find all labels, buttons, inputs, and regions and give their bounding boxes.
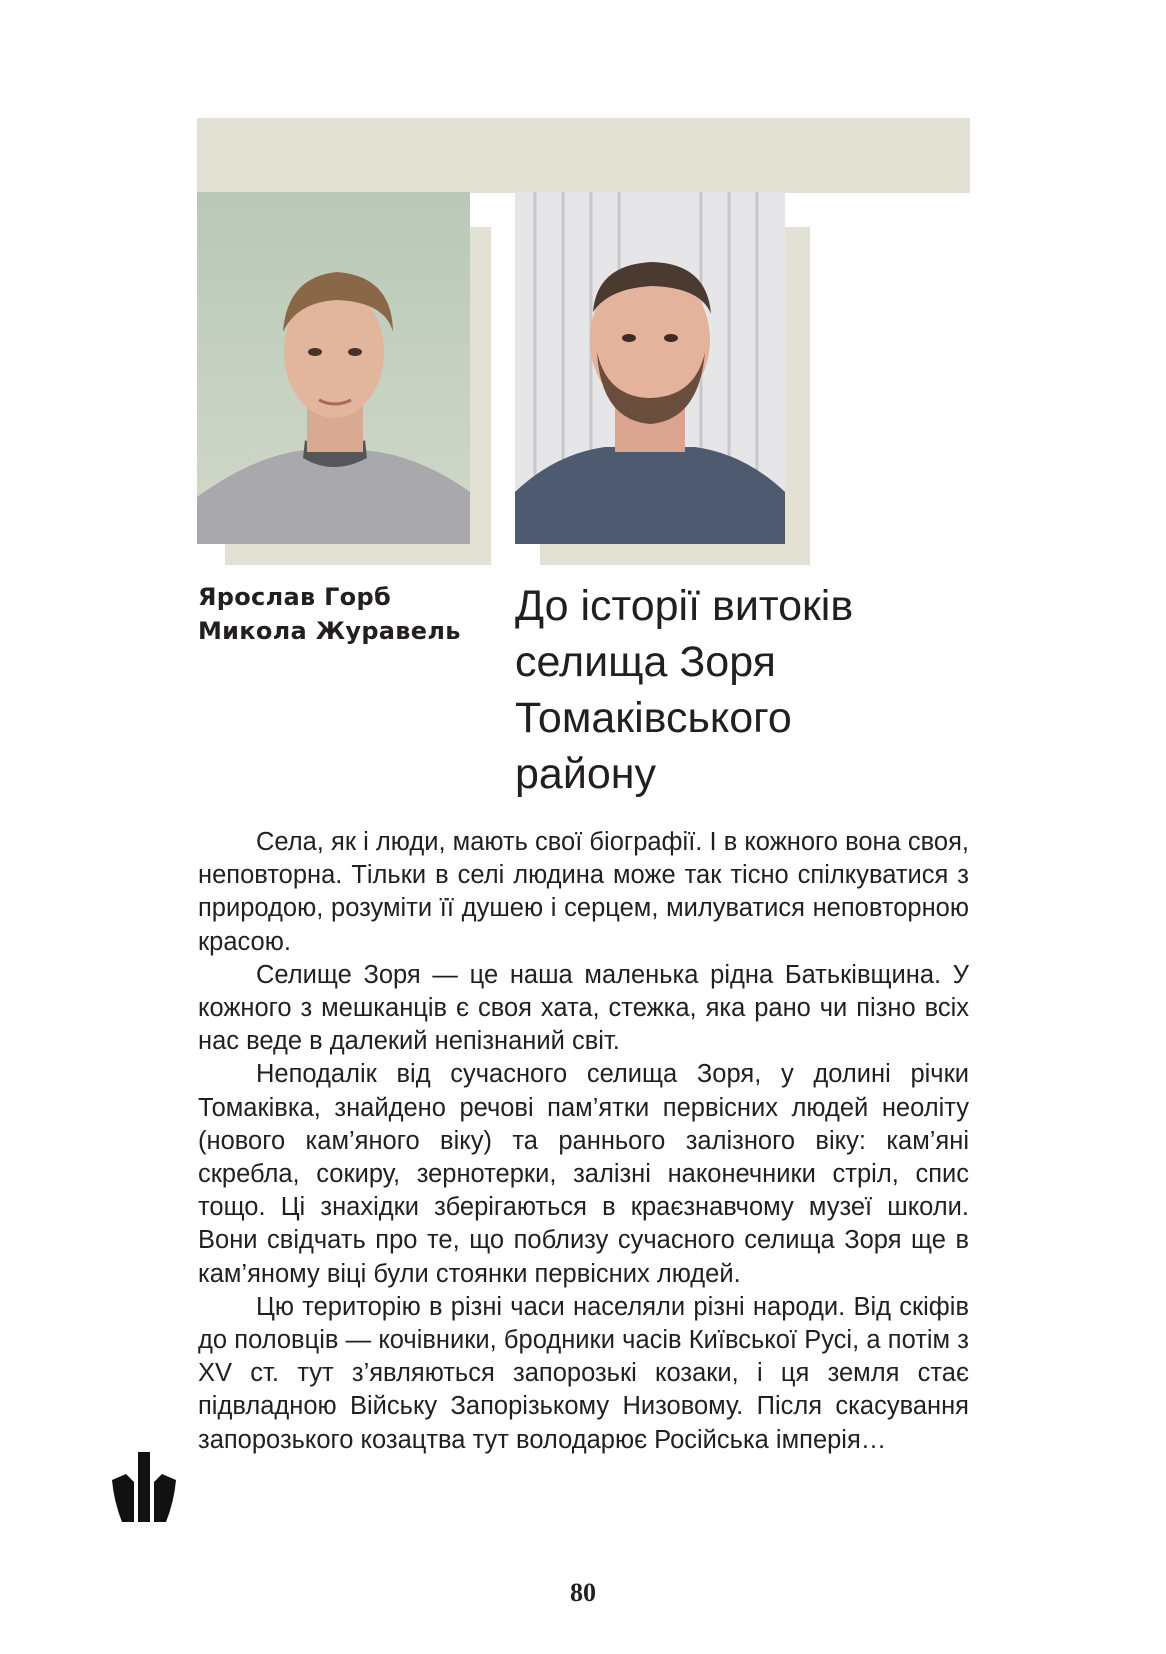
author-name-2: Микола Журавель xyxy=(198,617,461,645)
header-band xyxy=(197,118,970,193)
paragraph-2: Селище Зоря — це наша маленька рідна Батьківщина. У кожного з мешканців є своя хата, стежка, яка рано чи пізно всіх нас веде в далекий непізнаний світ. xyxy=(198,960,969,1056)
paragraph-1: Села, як і люди, мають свої біографії. І в кожного вона своя, неповторна. Тільки в селі людина може так тісно спілкуватися з природою, розуміти її душею і серцем, милуватися неповторною красою. xyxy=(198,828,969,956)
page-number: 80 xyxy=(570,1578,596,1607)
article-body xyxy=(198,826,969,1457)
title-line-2: селища Зоря xyxy=(515,638,776,686)
paragraph-3: Неподалік від сучасного селища Зоря, у долині річки Томаківка, знайдено речові пам’ятки первісних людей неоліту (нового кам’яного віку) та раннього залізного віку: кам’яні скребла, сокиру, зернотерки, залізні наконечники стріл, спис тощо. Ці знахідки зберігаються в краєзнавчому музеї школи. Вони свідчать про те, що поблизу сучасного селища Зоря ще в кам’яному віці були стоянки первісних людей. xyxy=(198,1060,969,1288)
author-name-1: Ярослав Горб xyxy=(198,583,392,611)
publisher-logo-icon xyxy=(112,1452,176,1522)
author-photo-1 xyxy=(197,192,470,544)
author-photo-2 xyxy=(515,192,785,544)
title-line-4: району xyxy=(515,750,657,798)
title-line-3: Томаківського xyxy=(515,694,792,742)
paragraph-4: Цю територію в різні часи населяли різні народи. Від скіфів до половців — кочівники, бродники часів Київської Русі, а потім з XV ст. тут з’являються запорозькі козаки, і ця земля стає підвладною Війську Запорізькому Низовому. Після скасування запорозького козацтва тут володарює Російська імперія… xyxy=(198,1292,969,1454)
title-line-1: До історії витоків xyxy=(515,582,854,630)
author-names xyxy=(198,580,461,648)
article-title xyxy=(515,578,955,802)
